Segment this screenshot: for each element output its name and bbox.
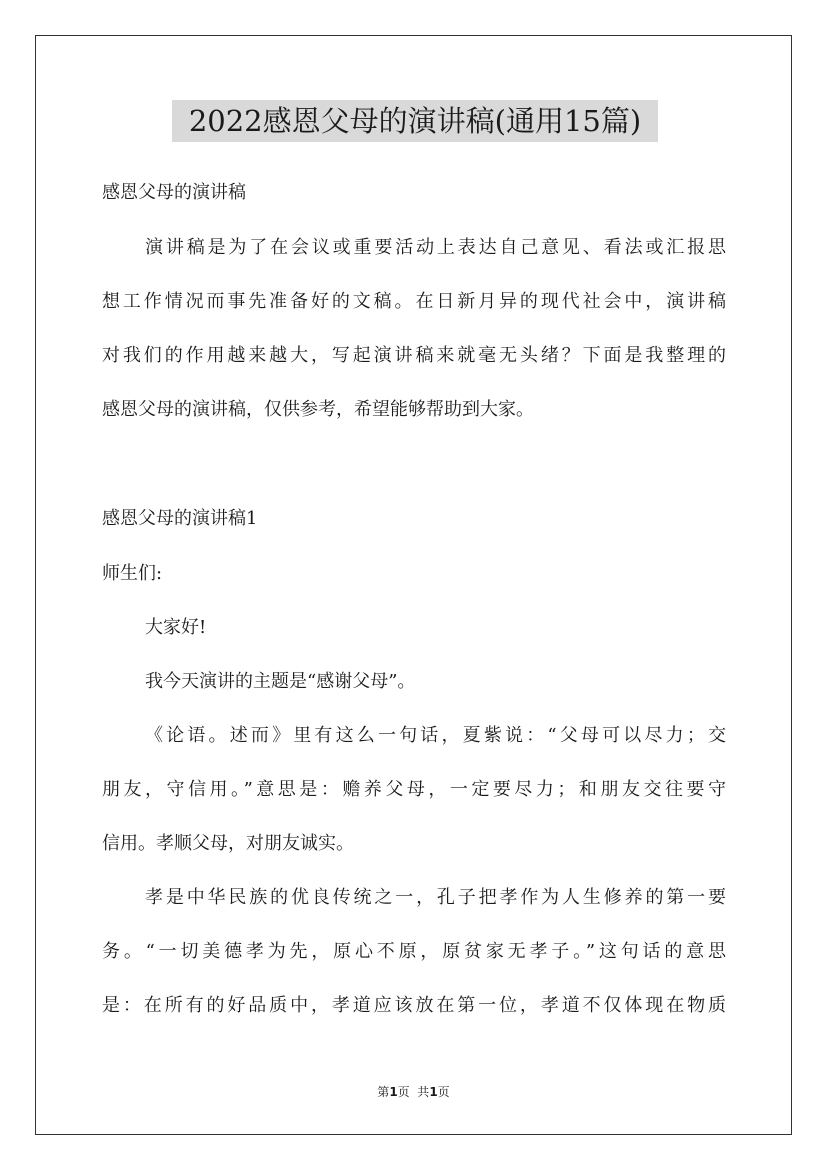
footer-page-total: 1 xyxy=(429,1085,438,1099)
paragraph-line: 信用。孝顺父母，对朋友诚实。 xyxy=(102,833,354,854)
paragraph-line: 想工作情况而事先准备好的文稿。在日新月异的现代社会中，演讲稿 xyxy=(102,291,726,312)
document-title: 2022感恩父母的演讲稿(通用15篇) xyxy=(172,100,658,142)
greeting: 大家好! xyxy=(145,617,207,638)
page-footer xyxy=(0,1084,827,1100)
section-heading: 感恩父母的演讲稿 xyxy=(102,182,246,203)
paragraph-line: 是：在所有的好品质中，孝道应该放在第一位，孝道不仅体现在物质 xyxy=(102,995,726,1016)
paragraph-line: 我今天演讲的主题是“感谢父母”。 xyxy=(145,671,416,692)
paragraph-line: 对我们的作用越来越大，写起演讲稿来就毫无头绪？下面是我整理的 xyxy=(102,345,726,366)
salutation: 师生们: xyxy=(102,563,163,584)
footer-mid: 页 共 xyxy=(397,1085,430,1099)
paragraph-line: 演讲稿是为了在会议或重要活动上表达自己意见、看法或汇报思 xyxy=(145,237,726,258)
paragraph-line: 务。“一切美德孝为先，原心不原，原贫家无孝子。”这句话的意思 xyxy=(102,941,726,962)
paragraph-line: 感恩父母的演讲稿，仅供参考，希望能够帮助到大家。 xyxy=(102,399,534,420)
footer-prefix: 第 xyxy=(377,1085,390,1099)
paragraph-line: 孝是中华民族的优良传统之一，孔子把孝作为人生修养的第一要 xyxy=(145,887,726,908)
paragraph-line: 朋友，守信用。”意思是：赡养父母，一定要尽力；和朋友交往要守 xyxy=(102,779,726,800)
footer-suffix: 页 xyxy=(437,1085,450,1099)
section-heading: 感恩父母的演讲稿1 xyxy=(102,508,258,529)
paragraph-line: 《论语。述而》里有这么一句话，夏紫说：“父母可以尽力；交 xyxy=(145,725,726,746)
footer-page-number: 1 xyxy=(389,1085,398,1099)
